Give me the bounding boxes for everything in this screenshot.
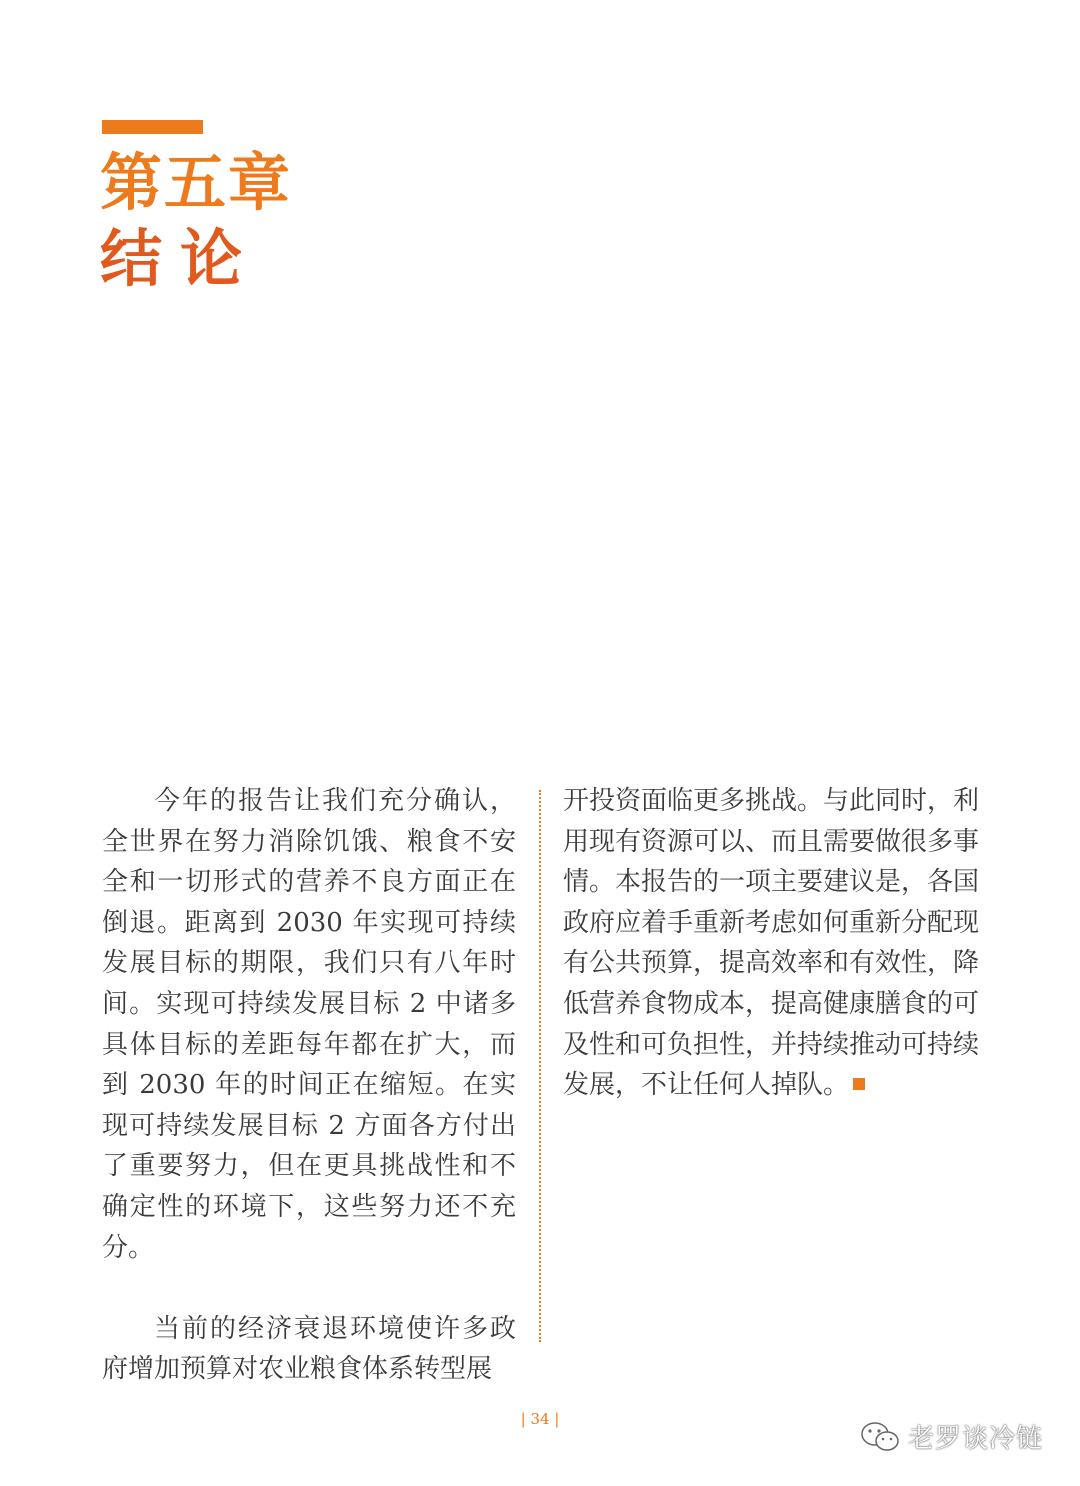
page-number-right-bar: | xyxy=(554,1410,560,1428)
chapter-title: 第五章 xyxy=(100,146,293,219)
column-divider xyxy=(539,790,541,1342)
body-paragraph: 当前的经济衰退环境使许多政府增加预算对农业粮食体系转型展 xyxy=(102,1313,516,1385)
page-number xyxy=(508,1410,572,1428)
wechat-icon xyxy=(860,1420,900,1454)
watermark xyxy=(860,1418,1043,1455)
body-right-column xyxy=(563,781,979,1106)
body-paragraph: 今年的报告让我们充分确认，全世界在努力消除饥饿、粮食不安全和一切形式的营养不良方面正在倒退。距离到 2030 年实现可持续发展目标的期限，我们只有八年时间。实现可持续发展目标 2 中诸多具体目标的差距每年都在扩大，而到 2030 年的时间正在缩短。在实现可持续发展目标 2 方面各方付出了重要努力，但在更具挑战性和不确定性的环境下，这些努力还不充分。 xyxy=(102,786,516,1263)
chapter-accent-bar xyxy=(102,120,203,134)
watermark-text: 老罗谈冷链 xyxy=(908,1424,1044,1454)
body-left-column xyxy=(102,781,516,1390)
chapter-subtitle: 结论 xyxy=(100,222,261,295)
body-paragraph-text: 开投资面临更多挑战。与此同时，利用现有资源可以、而且需要做很多事情。本报告的一项主要建议是，各国政府应着手重新考虑如何重新分配现有公共预算，提高效率和有效性，降低营养食物成本，提高健康膳食的可及性和可负担性，并持续推动可持续发展，不让任何人掉队。 xyxy=(563,786,980,1101)
end-of-article-mark xyxy=(853,1078,865,1090)
page-number-value: 34 xyxy=(530,1410,550,1428)
body-paragraph-continued xyxy=(563,781,979,1106)
page-number-left-bar: | xyxy=(520,1410,526,1428)
